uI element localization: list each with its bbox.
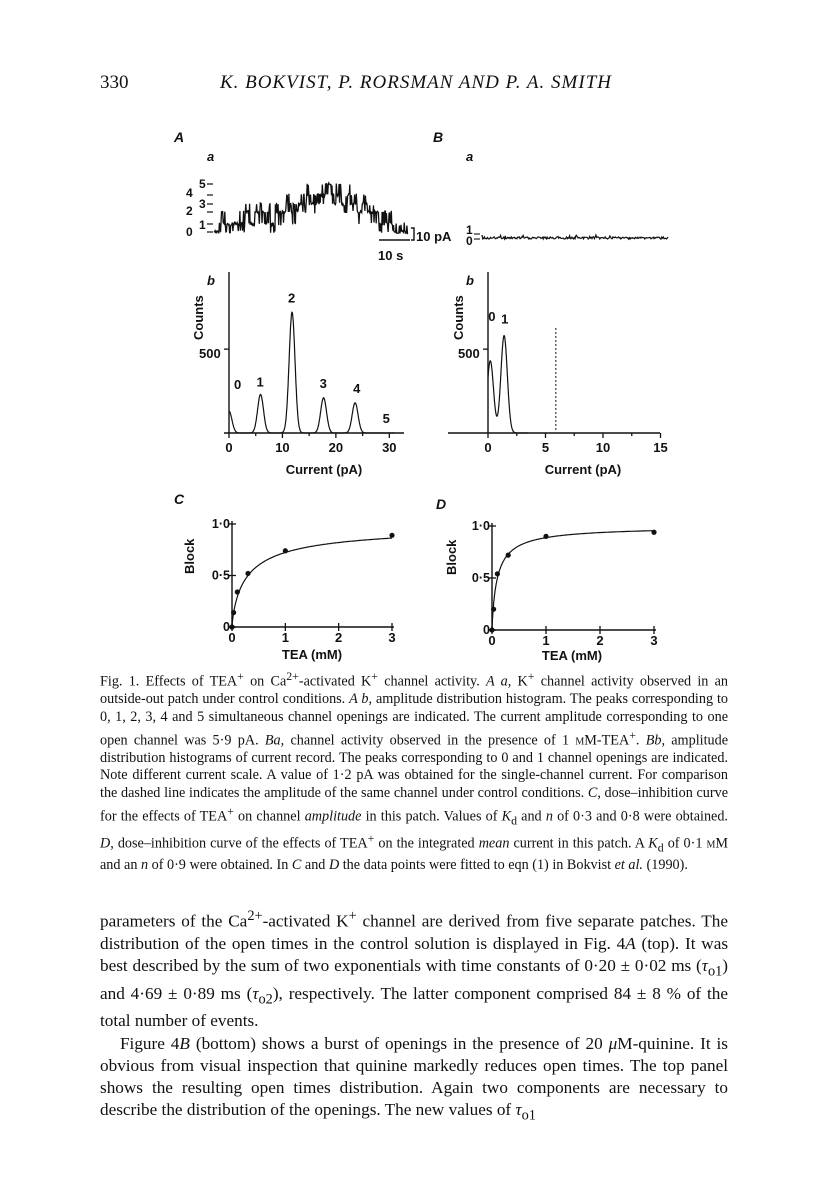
body-span: -activated K — [262, 911, 349, 931]
running-authors: K. BOKVIST, P. RORSMAN AND P. A. SMITH — [220, 72, 612, 93]
Ab-x-label: Current (pA) — [285, 462, 363, 477]
caption-emph: mean — [478, 835, 510, 852]
caption-text: Fig. 1. Effects of TEA — [100, 673, 238, 690]
D-x-label: TEA (mM) — [541, 648, 603, 663]
caption-emph: amplitude — [304, 808, 362, 825]
C-y-tick-label: 1·0 — [211, 517, 230, 531]
Ab-x-tick-label: 20 — [328, 440, 344, 455]
Bb-y-label: Counts — [451, 295, 466, 340]
Ab-y-label: Counts — [191, 295, 206, 340]
trace-A-level-4: 4 — [186, 186, 193, 200]
body-span: M-quinine. It is obvious from visual inspection that quinine markedly reduces open times. The top panel shows the resulting open times distribution. Again two components are necessary to describe the distribution of the openings. The new values of — [100, 1033, 728, 1120]
caption-ref: C — [291, 856, 302, 873]
D-y-label: Block — [444, 539, 459, 575]
trace-A-level-5: 5 — [199, 177, 206, 191]
trace-B-current — [482, 235, 668, 239]
C-x-tick-label: 1 — [281, 630, 289, 645]
body-sub: o1 — [521, 1107, 536, 1124]
panel-label-Ab: b — [207, 273, 215, 288]
D-fit-curve — [492, 531, 654, 629]
caption-sup: + — [237, 669, 244, 683]
caption-var: K — [501, 808, 512, 825]
D-y-tick-label: 0 — [483, 623, 490, 637]
Ab-x-tick-label: 0 — [225, 440, 233, 455]
C-x-tick-label: 2 — [335, 630, 343, 645]
Ab-peak-label: 2 — [288, 290, 296, 306]
C-data-point — [389, 533, 394, 538]
paragraph-1 — [100, 905, 728, 1033]
caption-text: . — [635, 732, 646, 749]
caption-sub: d — [657, 840, 664, 855]
caption-ref: C — [587, 785, 598, 802]
caption-text: on channel — [233, 808, 305, 825]
caption-text: on the integrated — [374, 835, 479, 852]
trace-A-level-1: 1 — [199, 218, 206, 232]
Bb-y-tick-500: 500 — [458, 346, 480, 361]
trace-B-level-1: 1 — [466, 223, 473, 237]
caption-text: and an — [100, 856, 141, 873]
Ab-peak-label: 5 — [382, 411, 390, 426]
body-sup: + — [348, 908, 357, 924]
trace-B-level-ticks — [474, 234, 480, 239]
body-var: τ — [515, 1100, 522, 1120]
Bb-peak-label: 1 — [501, 311, 509, 327]
caption-text: , amplitude distribution histogram. The peaks corresponding to 0, 1, 2, 3, 4 and 5 simultaneous channel openings are indicated. The current amplitude corresponding to one open channel was 5·9 pA. — [100, 691, 728, 749]
body-span: parameters of the Ca — [100, 911, 248, 931]
caption-var: n — [140, 856, 149, 873]
panel-label-D: D — [436, 496, 447, 512]
panel-label-B: B — [433, 129, 444, 145]
Ab-x-tick-label: 30 — [382, 440, 397, 455]
caption-unit: mM — [706, 835, 728, 852]
caption-text: , channel activity observed in the presence of 1 — [280, 732, 576, 749]
caption-text: , K — [507, 673, 528, 690]
paragraph-2 — [100, 1033, 728, 1127]
caption-sup: + — [367, 830, 375, 845]
Ab-peak-label: 4 — [353, 380, 361, 396]
body-span: ), respectively. The latter component comprised 84 ± 8 % of the total number of events. — [100, 983, 728, 1031]
panel-label-A: A — [174, 129, 185, 145]
caption-text: (1990). — [642, 856, 688, 873]
D-x-tick-label: 1 — [542, 633, 550, 648]
caption-text: -TEA — [596, 732, 630, 749]
Bb-x-tick-label: 0 — [484, 440, 492, 455]
caption-sup: + — [371, 669, 378, 683]
Ab-y-tick-500: 500 — [199, 346, 221, 361]
caption-sub: d — [511, 813, 517, 828]
Bb-x-tick-label: 10 — [595, 440, 611, 455]
caption-emph: et al. — [614, 856, 643, 873]
C-y-tick-label: 0 — [223, 620, 230, 634]
histogram-Ab — [191, 272, 404, 477]
caption-text: , amplitude distribution histograms of current record. The peaks corresponding to 0 and 1 channel openings are indicated. Note different current scale. A value of 1·2 pA was obtained for the single-channel current. For comparison the dashed line indicates the amplitude of the same channel under control conditions. — [100, 732, 729, 802]
body-sub: o1 — [707, 963, 723, 980]
C-data-point — [235, 589, 240, 594]
caption-sup: + — [527, 669, 535, 683]
body-span: ) and 4·69 ± 0·89 ms ( — [100, 956, 728, 1003]
caption-text: of 0·3 and 0·8 were obtained. — [552, 808, 728, 825]
trace-A-level-2: 2 — [186, 204, 193, 218]
Bb-histogram-line — [488, 336, 528, 433]
scale-time: 10 s — [378, 248, 404, 263]
caption-text: channel activity. — [377, 673, 486, 690]
Bb-x-tick-label: 5 — [541, 440, 550, 455]
body-sup: 2+ — [247, 908, 263, 924]
body-sub: o2 — [258, 991, 273, 1008]
D-x-tick-label: 0 — [488, 633, 496, 648]
C-x-tick-label: 3 — [388, 630, 396, 645]
Ab-peak-label: 0 — [234, 377, 242, 393]
C-x-tick-label: 0 — [228, 630, 236, 645]
C-data-point — [245, 571, 250, 576]
C-y-label: Block — [182, 538, 197, 574]
caption-text: , dose–inhibition curve of the effects of TEA — [110, 835, 368, 852]
body-span: (bottom) shows a burst of openings in the presence of 20 — [189, 1033, 609, 1053]
Ab-peak-label: 1 — [256, 374, 264, 390]
Bb-x-label: Current (pA) — [544, 462, 622, 477]
caption-text: of 0·9 were obtained. In — [148, 856, 292, 873]
D-x-tick-label: 3 — [650, 633, 658, 648]
body-text — [100, 905, 728, 1127]
body-var: τ — [701, 956, 708, 976]
caption-var: K — [648, 835, 658, 852]
C-y-tick-label: 0·5 — [211, 568, 230, 583]
figure-caption — [100, 668, 728, 875]
caption-text: current in this patch. A — [509, 835, 649, 852]
C-x-label: TEA (mM) — [281, 647, 343, 662]
caption-sup: + — [227, 803, 234, 818]
trace-B-level-0: 0 — [466, 234, 473, 248]
caption-text: of 0·1 — [663, 835, 707, 852]
trace-A-level-0: 0 — [186, 225, 193, 239]
caption-sup: + — [629, 727, 636, 742]
caption-text: , dose–inhibition curve for the effects of TEA — [100, 785, 728, 825]
caption-text: and — [301, 856, 329, 873]
caption-ref: Bb — [645, 732, 662, 749]
dose-curve-D — [444, 519, 658, 663]
scale-current: 10 pA — [416, 229, 452, 244]
page-number: 330 — [100, 72, 129, 93]
C-data-point — [231, 610, 236, 615]
body-var: τ — [252, 983, 259, 1003]
caption-text: in this patch. Values of — [361, 808, 502, 825]
Bb-x-tick-label: 15 — [653, 440, 668, 455]
C-data-point — [283, 548, 288, 553]
Ab-peak-label: 3 — [319, 375, 327, 391]
C-data-point — [229, 624, 234, 629]
body-span: (top). It was best described by the sum of two exponentials with time constants of 0·20 ± 0·02 ms ( — [100, 933, 729, 976]
caption-ref: A b — [349, 691, 369, 708]
caption-text: -activated K — [298, 673, 372, 690]
panel-label-Aa: a — [207, 149, 215, 164]
caption-text: channel activity observed in an outside-out patch under control conditions. — [100, 673, 729, 708]
D-y-tick-label: 0·5 — [471, 571, 490, 585]
body-var: μ — [608, 1033, 618, 1053]
C-fit-curve — [232, 538, 392, 626]
panel-label-C: C — [174, 491, 185, 507]
caption-sup: 2+ — [286, 669, 299, 683]
histogram-Bb — [448, 272, 668, 477]
D-data-point — [543, 534, 548, 539]
D-data-point — [489, 627, 494, 632]
caption-text: on Ca — [243, 673, 287, 690]
panel-label-Ba: a — [466, 149, 474, 164]
D-data-point — [651, 530, 656, 535]
D-x-tick-label: 2 — [596, 633, 604, 648]
caption-ref: Ba — [264, 732, 281, 749]
body-span: channel are derived from five separate patches. The distribution of the open times in the control solution is displayed in Fig. 4 — [100, 911, 729, 953]
Bb-peak-label: 0 — [488, 308, 496, 324]
trace-A-level-ticks — [207, 184, 213, 232]
body-ref: B — [179, 1033, 190, 1053]
caption-text: and — [517, 808, 546, 825]
body-span: Figure 4 — [120, 1033, 180, 1053]
body-ref: A — [625, 933, 636, 953]
caption-var: n — [545, 808, 553, 825]
D-data-point — [491, 607, 496, 612]
panel-label-Bb: b — [466, 273, 474, 288]
caption-text: the data points were fitted to eqn (1) in Bokvist — [339, 856, 615, 873]
Ab-x-tick-label: 10 — [275, 440, 290, 455]
D-data-point — [506, 553, 511, 558]
caption-ref: A a — [486, 673, 508, 690]
Ab-histogram-line — [229, 312, 395, 433]
dose-curve-C — [182, 517, 396, 662]
trace-A-level-labels — [186, 177, 206, 239]
caption-unit: mM — [575, 732, 597, 749]
trace-A-current — [214, 183, 408, 233]
D-y-tick-label: 1·0 — [471, 519, 490, 533]
caption-ref: D — [100, 835, 111, 852]
trace-A-level-3: 3 — [199, 197, 206, 211]
caption-ref: D — [328, 856, 340, 873]
D-data-point — [495, 571, 500, 576]
